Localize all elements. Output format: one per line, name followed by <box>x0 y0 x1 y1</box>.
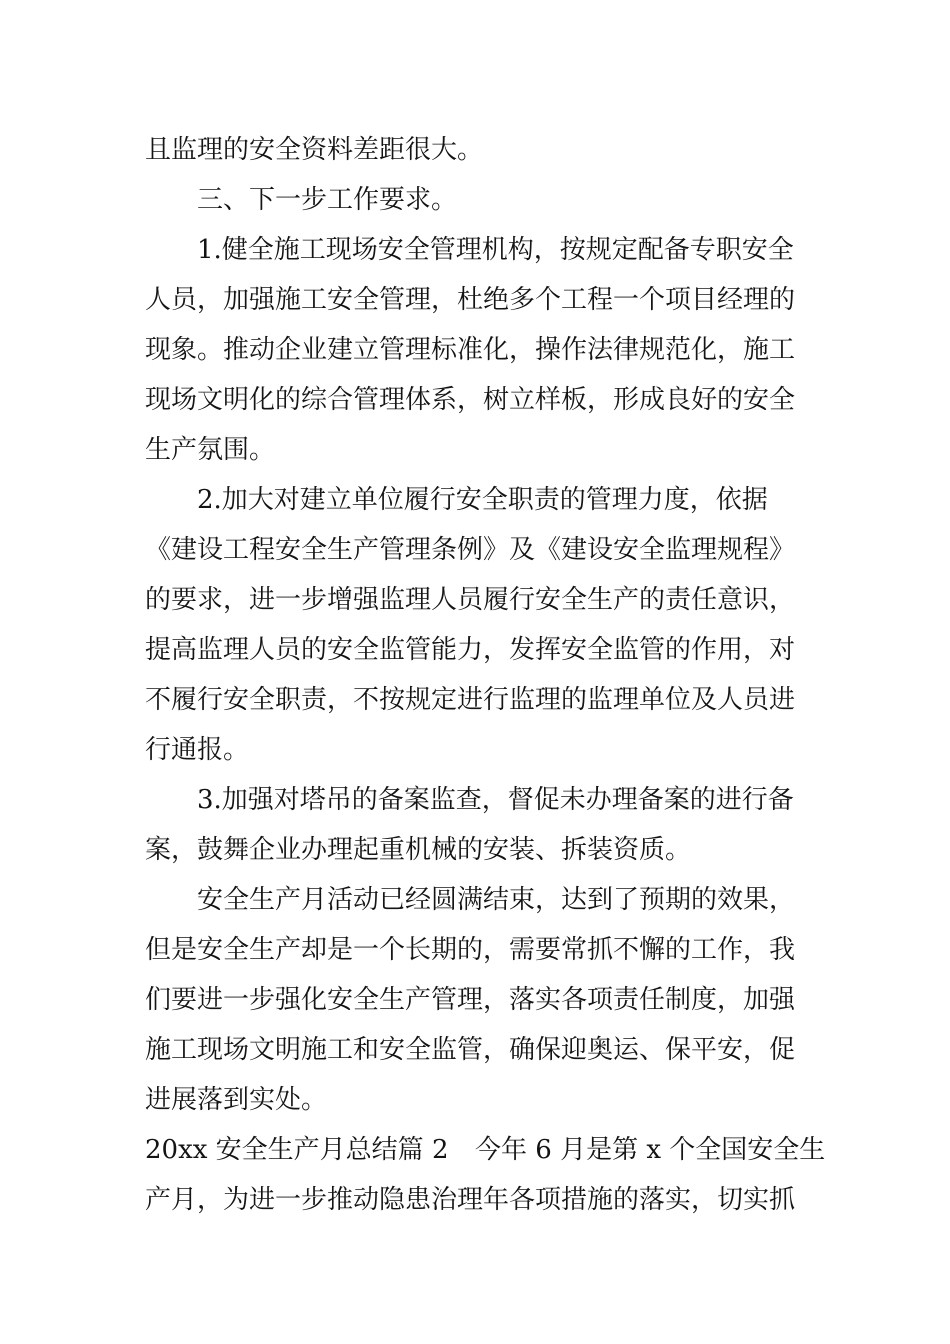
paragraph-line: 1.健全施工现场安全管理机构，按规定配备专职安全 <box>197 235 794 265</box>
paragraph-line: 产月，为进一步推动隐患治理年各项措施的落实，切实抓 <box>145 1185 796 1215</box>
section-title: 20xx 安全生产月总结篇 2 <box>145 1135 449 1165</box>
paragraph-line: 《建设工程安全生产管理条例》及《建设安全监理规程》 <box>145 535 796 565</box>
paragraph-line: 但是安全生产却是一个长期的，需要常抓不懈的工作，我 <box>145 935 796 965</box>
paragraph-line: 的要求，进一步增强监理人员履行安全生产的责任意识， <box>145 585 796 615</box>
paragraph-line: 们要进一步强化安全生产管理，落实各项责任制度，加强 <box>145 985 796 1015</box>
paragraph-line: 生产氛围。 <box>145 435 276 465</box>
paragraph-line: 不履行安全职责，不按规定进行监理的监理单位及人员进 <box>145 685 796 715</box>
paragraph-line: 行通报。 <box>145 735 250 765</box>
paragraph-line: 3.加强对塔吊的备案监查，督促未办理备案的进行备 <box>197 785 794 815</box>
paragraph-line: 安全生产月活动已经圆满结束，达到了预期的效果， <box>197 885 796 915</box>
paragraph-line: 现场文明化的综合管理体系，树立样板，形成良好的安全 <box>145 385 796 415</box>
paragraph-line: 人员，加强施工安全管理，杜绝多个工程一个项目经理的 <box>145 285 796 315</box>
paragraph-line: 施工现场文明施工和安全监管，确保迎奥运、保平安，促 <box>145 1035 796 1065</box>
section-heading: 三、下一步工作要求。 <box>197 185 458 215</box>
paragraph-line: 且监理的安全资料差距很大。 <box>145 135 484 165</box>
paragraph-line: 进展落到实处。 <box>145 1085 328 1115</box>
paragraph-line: 案，鼓舞企业办理起重机械的安装、拆装资质。 <box>145 835 692 865</box>
paragraph-line: 今年 6 月是第 x 个全国安全生 <box>475 1135 826 1165</box>
paragraph-line: 提高监理人员的安全监管能力，发挥安全监管的作用，对 <box>145 635 796 665</box>
paragraph-line: 2.加大对建立单位履行安全职责的管理力度，依据 <box>197 485 768 515</box>
paragraph-line: 现象。推动企业建立管理标准化，操作法律规范化，施工 <box>145 335 796 365</box>
